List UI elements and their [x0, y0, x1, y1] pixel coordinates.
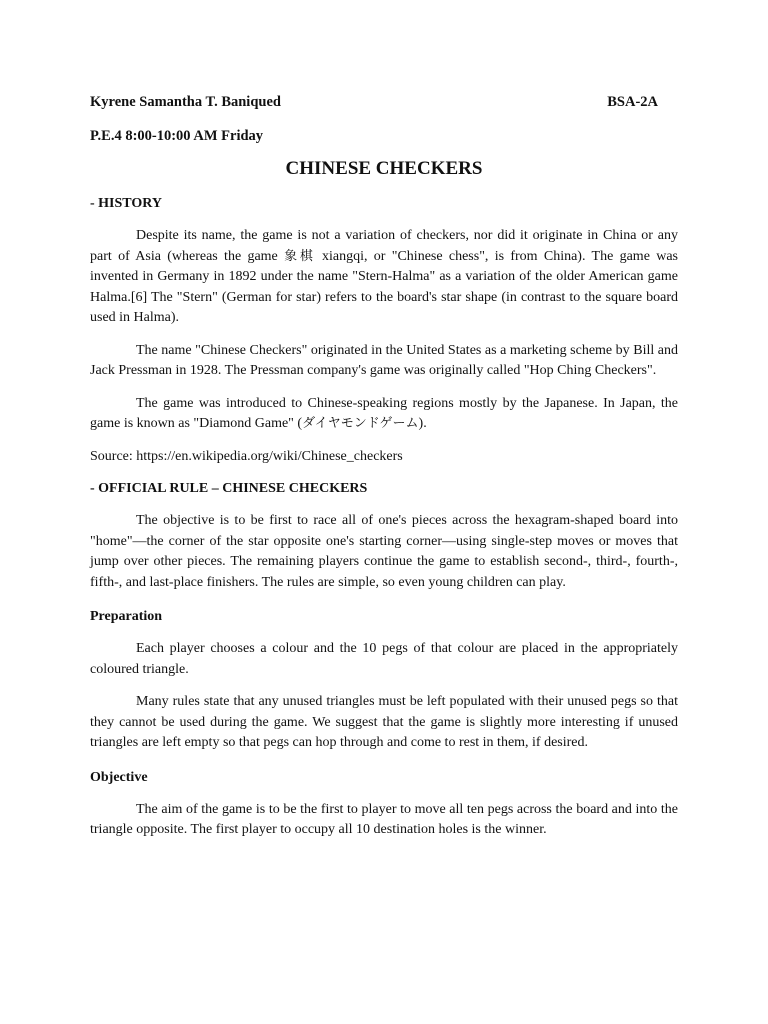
author-name: Kyrene Samantha T. Baniqued [90, 94, 281, 110]
class-code: BSA-2A [607, 94, 658, 110]
document-title: CHINESE CHECKERS [285, 158, 483, 179]
history-paragraph-1: Despite its name, the game is not a variation of checkers, nor did it originate in China or any part of Asia (whereas the game 象棋 xiangqi, or "Chinese chess", is from China). The game was invented in Germany in 1892 under the name "Stern-Halma" as a variation of the older American game Halma.[6] The "Stern" (German for star) refers to the board's star shape (in contrast to the square board used in Halma). [90, 228, 678, 325]
official-rule-paragraph: The objective is to be first to race all of one's pieces across the hexagram-shaped board into "home"—the corner of the star opposite one's starting corner—using single-step moves or moves that jump over other pieces. The remaining players continue the game to establish second-, third-, fourth-, fifth-, and last-place finishers. The rules are simple, so even young children can play. [90, 513, 678, 590]
diamond-game-japanese: ダイヤモンドゲーム [302, 416, 419, 431]
preparation-paragraph-1: Each player chooses a colour and the 10 pegs of that colour are placed in the appropriately coloured triangle. [90, 641, 678, 677]
preparation-paragraph-2: Many rules state that any unused triangles must be left populated with their unused pegs so that they cannot be used during the game. We suggest that the game is slightly more interesting if unused triangles are left empty so that pegs can hop through and come to rest in them, if desired. [90, 694, 678, 750]
preparation-heading: Preparation [90, 609, 163, 624]
objective-paragraph: The aim of the game is to be the first to player to move all ten pegs across the board and into the triangle opposite. The first player to occupy all 10 destination holes is the winner. [90, 801, 678, 837]
objective-heading: Objective [90, 769, 148, 785]
class-schedule: P.E.4 8:00-10:00 AM Friday [90, 128, 264, 144]
official-rule-heading: - OFFICIAL RULE – CHINESE CHECKERS [90, 481, 368, 496]
history-paragraph-2: The name "Chinese Checkers" originated in the United States as a marketing scheme by Bill and Jack Pressman in 1928. The Pressman company's game was originally called "Hop Ching Checkers". [90, 342, 678, 378]
xiangqi-characters: 象棋 [284, 248, 316, 264]
source-citation: Source: https://en.wikipedia.org/wiki/Chinese_checkers [90, 448, 403, 464]
history-paragraph-3: The game was introduced to Chinese-speaking regions mostly by the Japanese. In Japan, the game is known as "Diamond Game" (ダイヤモンドゲーム). [90, 395, 678, 431]
header-row [90, 92, 678, 112]
history-heading: - HISTORY [90, 196, 162, 211]
